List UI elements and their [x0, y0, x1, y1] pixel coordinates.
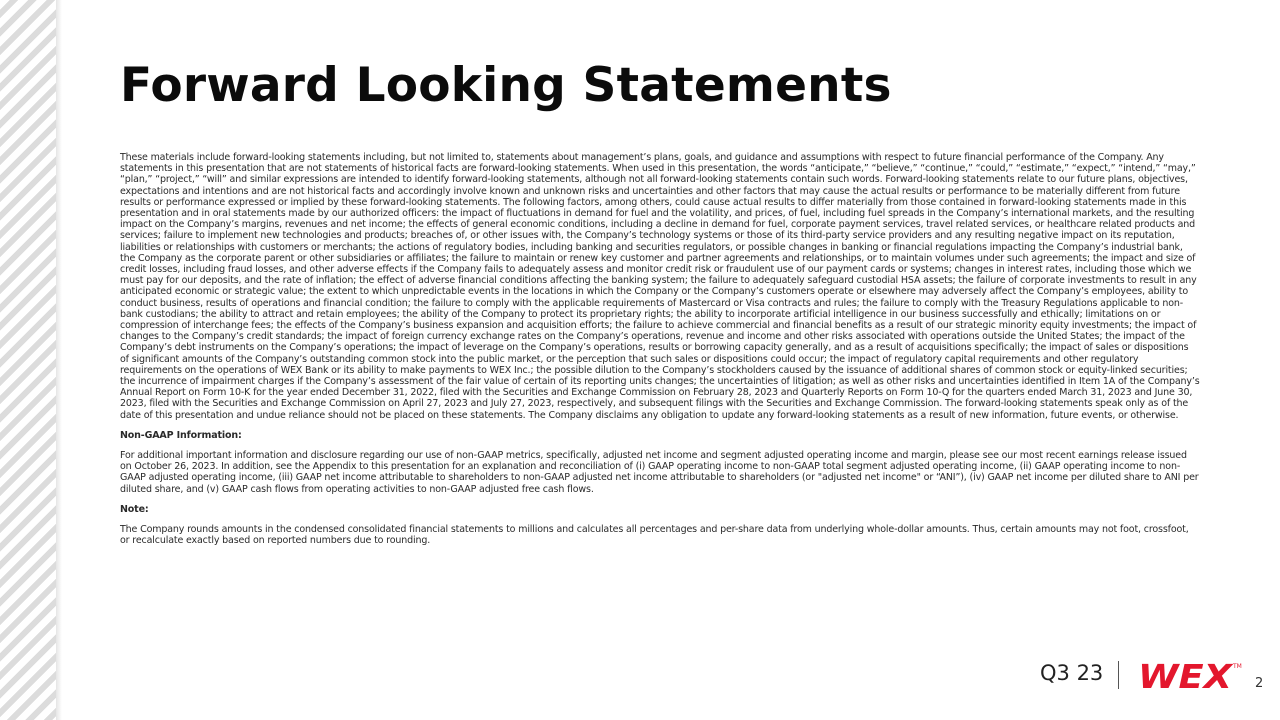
wex-logo — [1138, 659, 1242, 691]
page-title: Forward Looking Statements — [120, 58, 892, 113]
note-heading: Note: — [120, 503, 149, 515]
non-gaap-paragraph: For additional important information and disclosure regarding our use of non-GAAP metrics, specifically, adjusted net income and segment adjusted operating income and margin, please see our most recent earnings release issued on October 26, 2023. In addition, see the Appendix to this presentation for an explanation and reconciliation of (i) GAAP operating income to non-GAAP total segment adjusted operating income, (ii) GAAP operating income to non-GAAP adjusted operating income, (iii) GAAP net income attributable to shareholders to non-GAAP adjusted net income attributable to shareholders (or "adjusted net income" or “ANI”), (iv) GAAP net income per diluted share to ANI per diluted share, and (v) GAAP cash flows from operating activities to non-GAAP adjusted free cash flows. — [120, 450, 1199, 495]
footer-divider — [1118, 661, 1119, 689]
forward-looking-paragraph: These materials include forward-looking statements including, but not limited to, statements about management’s plans, goals, and guidance and assumptions with respect to future financial performance of the Company. Any statements in this presentation that are not statements of historical facts are forward-looking statements. When used in this presentation, the words “anticipate,” “believe,” “continue,” “could,” “estimate,” “expect,” “intend,” “may,” “plan,” “project,” “will” and similar expressions are intended to identify forward-looking statements, although not all forward-looking statements contain such words. Forward-looking statements relate to our future plans, objectives, expectations and intentions and are not historical facts and accordingly involve known and unknown risks and uncertainties and other factors that may cause the actual results or performance to be materially different from future results or performance expressed or implied by these forward-looking statements. The following factors, among others, could cause actual results to differ materially from those contained in forward-looking statements made in this presentation and in oral statements made by our authorized officers: the impact of fluctuations in demand for fuel and the volatility, and prices, of fuel, including fuel spreads in the Company’s international markets, and the resulting impact on the Company’s margins, revenues and net income; the effects of general economic conditions, including a decline in demand for fuel, corporate payment services, travel related services, or healthcare related products and services; failure to implement new technologies and products; breaches of, or other issues with, the Company’s technology systems or those of its third-party service providers and any resulting negative impact on its reputation, liabilities or relationships with customers or merchants; the actions of regulatory bodies, including banking and securities regulators, or possible changes in banking or financial regulations impacting the Company’s industrial bank, the Company as the corporate parent or other subsidiaries or affiliates; the failure to maintain or renew key customer and partner agreements and relationships, or to maintain volumes under such agreements; the impact and size of credit losses, including fraud losses, and other adverse effects if the Company fails to adequately assess and monitor credit risk or fraudulent use of our payment cards or systems; changes in interest rates, including those which we must pay for our deposits, and the rate of inflation; the effect of adverse financial conditions affecting the banking system; the failure to adequately safeguard custodial HSA assets; the failure of corporate investments to result in any anticipated economic or strategic value; the extent to which unpredictable events in the locations in which the Company or the Company’s customers operate or elsewhere may adversely affect the Company’s employees, ability to conduct business, results of operations and financial condition; the failure to comply with the applicable requirements of Mastercard or Visa contracts and rules; the failure to comply with the Treasury Regulations applicable to non-bank custodians; the ability to attract and retain employees; the ability of the Company to protect its proprietary rights; the ability to incorporate artificial intelligence in our business successfully and ethically; limitations on or compression of interchange fees; the effects of the Company’s business expansion and acquisition efforts; the failure to achieve commercial and financial benefits as a result of our strategic minority equity investments; the impact of changes to the Company’s credit standards; the impact of foreign currency exchange rates on the Company’s operations, revenue and income and other risks associated with operations outside the United States; the impact of the Company’s debt instruments on the Company’s operations; the impact of leverage on the Company’s operations, results or borrowing capacity generally, and as a result of acquisitions specifically; the impact of sales or dispositions of significant amounts of the Company’s outstanding common stock into the public market, or the perception that such sales or dispositions could occur; the impact of regulatory capital requirements and other regulatory requirements on the operations of WEX Bank or its ability to make payments to WEX Inc.; the possible dilution to the Company’s stockholders caused by the issuance of additional shares of common stock or equity-linked securities; the incurrence of impairment charges if the Company’s assessment of the fair value of certain of its reporting units changes; the uncertainties of litigation; as well as other risks and uncertainties identified in Item 1A of the Company’s Annual Report on Form 10-K for the year ended December 31, 2022, filed with the Securities and Exchange Commission on February 28, 2023 and Quarterly Reports on Form 10-Q for the quarters ended March 31, 2023 and June 30, 2023, filed with the Securities and Exchange Commission on April 27, 2023 and July 27, 2023, respectively, and subsequent filings with the Securities and Exchange Commission. The forward-looking statements speak only as of the date of this presentation and undue reliance should not be placed on these statements. The Company disclaims any obligation to update any forward-looking statements as a result of new information, future events, or otherwise. — [120, 152, 1200, 421]
disclaimer-body — [120, 152, 1200, 556]
stripe-shadow — [56, 0, 62, 720]
non-gaap-heading: Non-GAAP Information: — [120, 429, 242, 441]
note-paragraph: The Company rounds amounts in the condensed consolidated financial statements to millions and calculates all percentages and per-share data from underlying whole-dollar amounts. Thus, certain amounts may not foot, crossfoot, or recalculate exactly based on reported numbers due to rounding. — [120, 524, 1189, 547]
trademark-mark: TM — [1233, 663, 1242, 670]
wex-logo-text: WEX — [1138, 659, 1234, 691]
decorative-stripe-bar — [0, 0, 56, 720]
page-number: 2 — [1255, 676, 1264, 691]
quarter-label: Q3 23 — [1040, 661, 1104, 685]
